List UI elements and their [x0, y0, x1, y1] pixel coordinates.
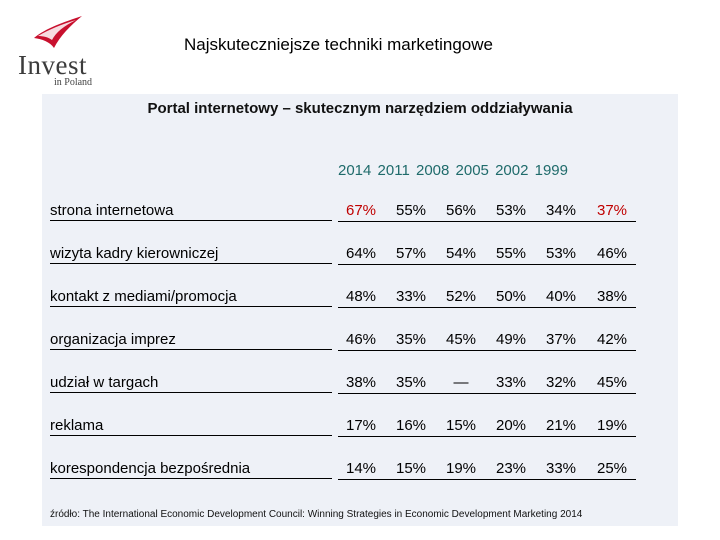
value-cell: 53% — [545, 245, 577, 262]
value-cell: 46% — [596, 245, 628, 262]
value-cell: 67% — [345, 202, 377, 219]
year-header-cell: 2014 — [338, 162, 372, 179]
value-cell: 55% — [495, 245, 527, 262]
row-label: udział w targach — [50, 374, 332, 393]
value-cell: — — [453, 374, 469, 391]
row-label: strona internetowa — [50, 202, 332, 221]
year-header-cell: 2002 — [495, 162, 529, 179]
value-cell: 37% — [545, 331, 577, 348]
value-cell: 37% — [596, 202, 628, 219]
row-values — [338, 331, 636, 351]
value-cell: 52% — [445, 288, 477, 305]
row-values — [338, 288, 636, 308]
value-cell: 54% — [445, 245, 477, 262]
value-cell: 19% — [596, 417, 628, 434]
year-header — [338, 162, 568, 179]
content-panel — [42, 94, 678, 526]
row-label: korespondencja bezpośrednia — [50, 460, 332, 479]
year-header-cell: 2008 — [415, 162, 450, 179]
value-cell: 56% — [445, 202, 477, 219]
value-cell: 42% — [596, 331, 628, 348]
value-cell: 19% — [445, 460, 477, 477]
logo-subtitle-text: in Poland — [54, 77, 93, 88]
value-cell: 38% — [596, 288, 628, 305]
invest-in-poland-logo — [14, 12, 98, 88]
value-cell: 17% — [345, 417, 377, 434]
panel-subtitle: Portal internetowy – skutecznym narzędziem oddziaływania — [147, 100, 573, 117]
year-header-cell: 2005 — [455, 162, 489, 179]
year-header-cell: 1999 — [534, 162, 568, 179]
logo-brand-text: Invest — [18, 50, 87, 80]
value-cell: 48% — [345, 288, 377, 305]
flag-swoosh-icon — [30, 14, 86, 54]
row-label: reklama — [50, 417, 332, 436]
value-cell: 15% — [395, 460, 427, 477]
value-cell: 20% — [495, 417, 527, 434]
value-cell: 40% — [545, 288, 577, 305]
value-cell: 23% — [495, 460, 527, 477]
row-values — [338, 245, 636, 265]
value-cell: 35% — [395, 374, 427, 391]
source-note: źródło: The International Economic Development Council: Winning Strategies in Economic Development Marketing 2014 — [50, 509, 583, 520]
value-cell: 64% — [345, 245, 377, 262]
value-cell: 45% — [596, 374, 628, 391]
value-cell: 57% — [395, 245, 427, 262]
row-label: organizacja imprez — [50, 331, 332, 350]
row-values — [338, 460, 636, 480]
value-cell: 33% — [395, 288, 427, 305]
value-cell: 50% — [495, 288, 527, 305]
value-cell: 33% — [545, 460, 577, 477]
row-values — [338, 417, 636, 437]
year-header-cell: 2011 — [377, 162, 410, 179]
value-cell: 15% — [445, 417, 477, 434]
value-cell: 49% — [495, 331, 527, 348]
value-cell: 35% — [395, 331, 427, 348]
value-cell: 16% — [395, 417, 427, 434]
value-cell: 32% — [545, 374, 577, 391]
page-title: Najskuteczniejsze techniki marketingowe — [184, 35, 493, 54]
row-values — [338, 374, 636, 394]
value-cell: 14% — [345, 460, 377, 477]
row-label: kontakt z mediami/promocja — [50, 288, 332, 307]
value-cell: 46% — [345, 331, 377, 348]
value-cell: 53% — [495, 202, 527, 219]
value-cell: 45% — [445, 331, 477, 348]
value-cell: 34% — [545, 202, 577, 219]
row-values — [338, 202, 636, 222]
value-cell: 25% — [596, 460, 628, 477]
value-cell: 21% — [545, 417, 577, 434]
value-cell: 33% — [495, 374, 527, 391]
value-cell: 55% — [395, 202, 427, 219]
value-cell: 38% — [345, 374, 377, 391]
row-label: wizyta kadry kierowniczej — [50, 245, 332, 264]
